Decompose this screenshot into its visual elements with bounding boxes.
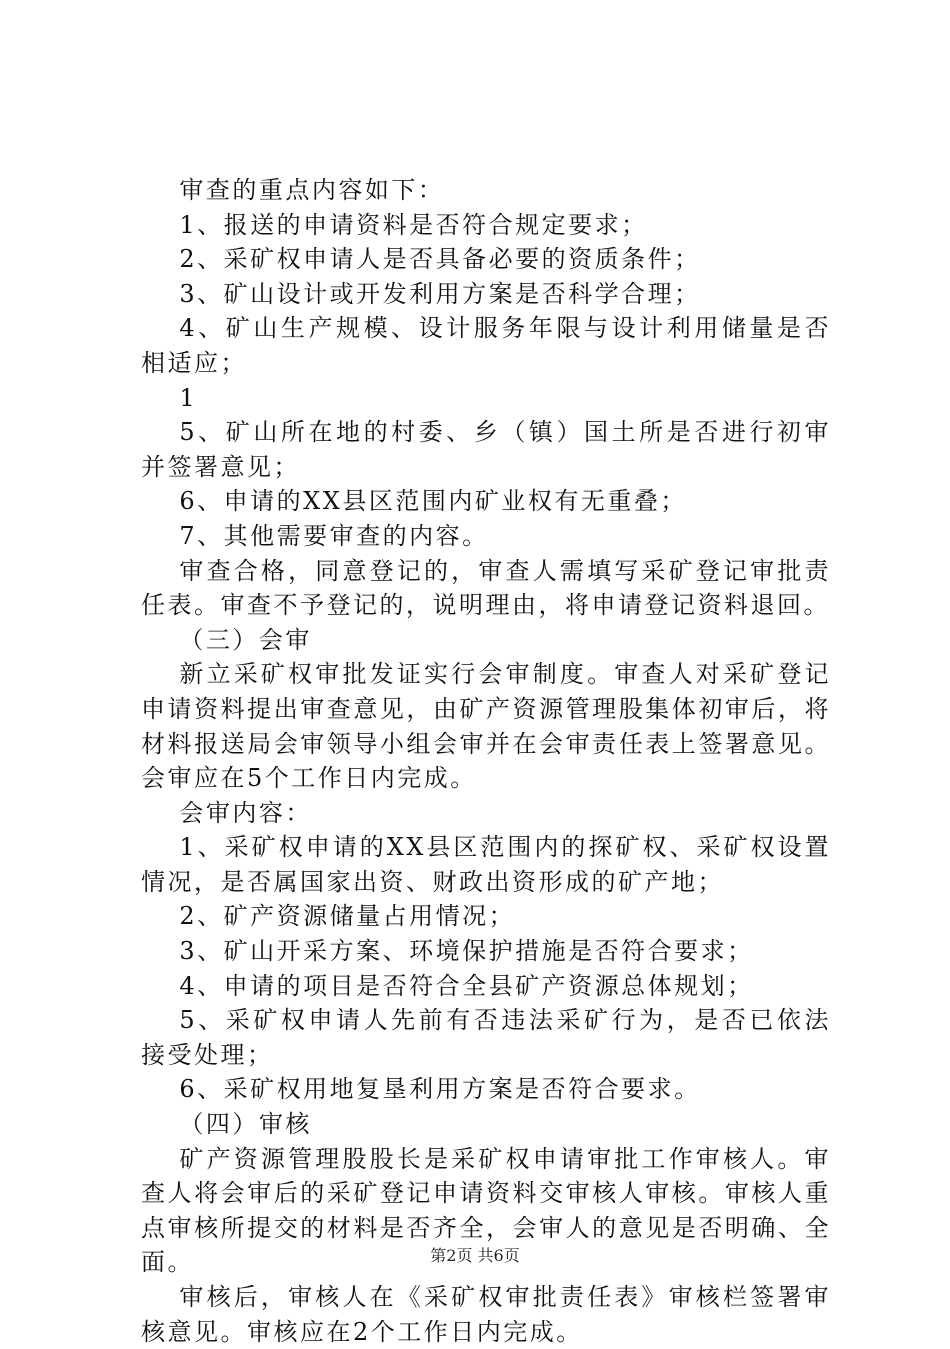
paragraph: 6、采矿权用地复垦利用方案是否符合要求。 bbox=[179, 1075, 701, 1104]
section-heading: （三）会审 bbox=[179, 625, 312, 654]
paragraph: 4、申请的项目是否符合全县矿产资源总体规划； bbox=[179, 971, 754, 1000]
paragraph: 矿产资源管理股股长是采矿权申请审批工作审核人。审查人将会审后的采矿登记申请资料交审核人审核。审核人重点审核所提交的材料是否齐全，会审人的意见是否明确、全面。 bbox=[141, 1144, 831, 1277]
paragraph: 审查的重点内容如下： bbox=[179, 176, 445, 204]
page-footer: 第2页 共6页 bbox=[430, 1246, 520, 1265]
paragraph: 新立采矿权审批发证实行会审制度。审查人对采矿登记申请资料提出审查意见，由矿产资源管理股集体初审后，将材料报送局会审领导小组会审并在会审责任表上签署意见。会审应在5个工作日内完成。 bbox=[141, 660, 831, 793]
paragraph: 2、矿产资源储量占用情况； bbox=[179, 902, 516, 931]
paragraph: 3、矿山开采方案、环境保护措施是否符合要求； bbox=[179, 937, 754, 966]
paragraph: 审查合格，同意登记的，审查人需填写采矿登记审批责任表。审查不予登记的，说明理由，将申请登记资料退回。 bbox=[141, 556, 831, 620]
paragraph: 2、采矿权申请人是否具备必要的资质条件； bbox=[179, 245, 701, 274]
paragraph: 7、其他需要审查的内容。 bbox=[179, 521, 489, 550]
section-heading: （四）审核 bbox=[179, 1110, 312, 1139]
paragraph: 1 bbox=[179, 383, 198, 412]
paragraph: 1、报送的申请资料是否符合规定要求； bbox=[179, 210, 648, 239]
paragraph: 3、矿山设计或开发利用方案是否科学合理； bbox=[179, 279, 701, 308]
paragraph: 会审内容： bbox=[179, 798, 312, 827]
paragraph: 1、采矿权申请的XX县区范围内的探矿权、采矿权设置情况，是否属国家出资、财政出资形成的矿产地； bbox=[141, 833, 831, 896]
paragraph: 6、申请的XX县区范围内矿业权有无重叠； bbox=[179, 487, 687, 516]
document-body bbox=[141, 173, 831, 1349]
paragraph: 5、采矿权申请人先前有否违法采矿行为，是否已依法接受处理； bbox=[141, 1006, 831, 1069]
paragraph: 审核后，审核人在《采矿权审批责任表》审核栏签署审核意见。审核应在2个工作日内完成。 bbox=[141, 1283, 831, 1346]
paragraph: 4、矿山生产规模、设计服务年限与设计利用储量是否相适应； bbox=[141, 314, 831, 377]
paragraph: 5、矿山所在地的村委、乡（镇）国土所是否进行初审并签署意见； bbox=[141, 418, 831, 481]
